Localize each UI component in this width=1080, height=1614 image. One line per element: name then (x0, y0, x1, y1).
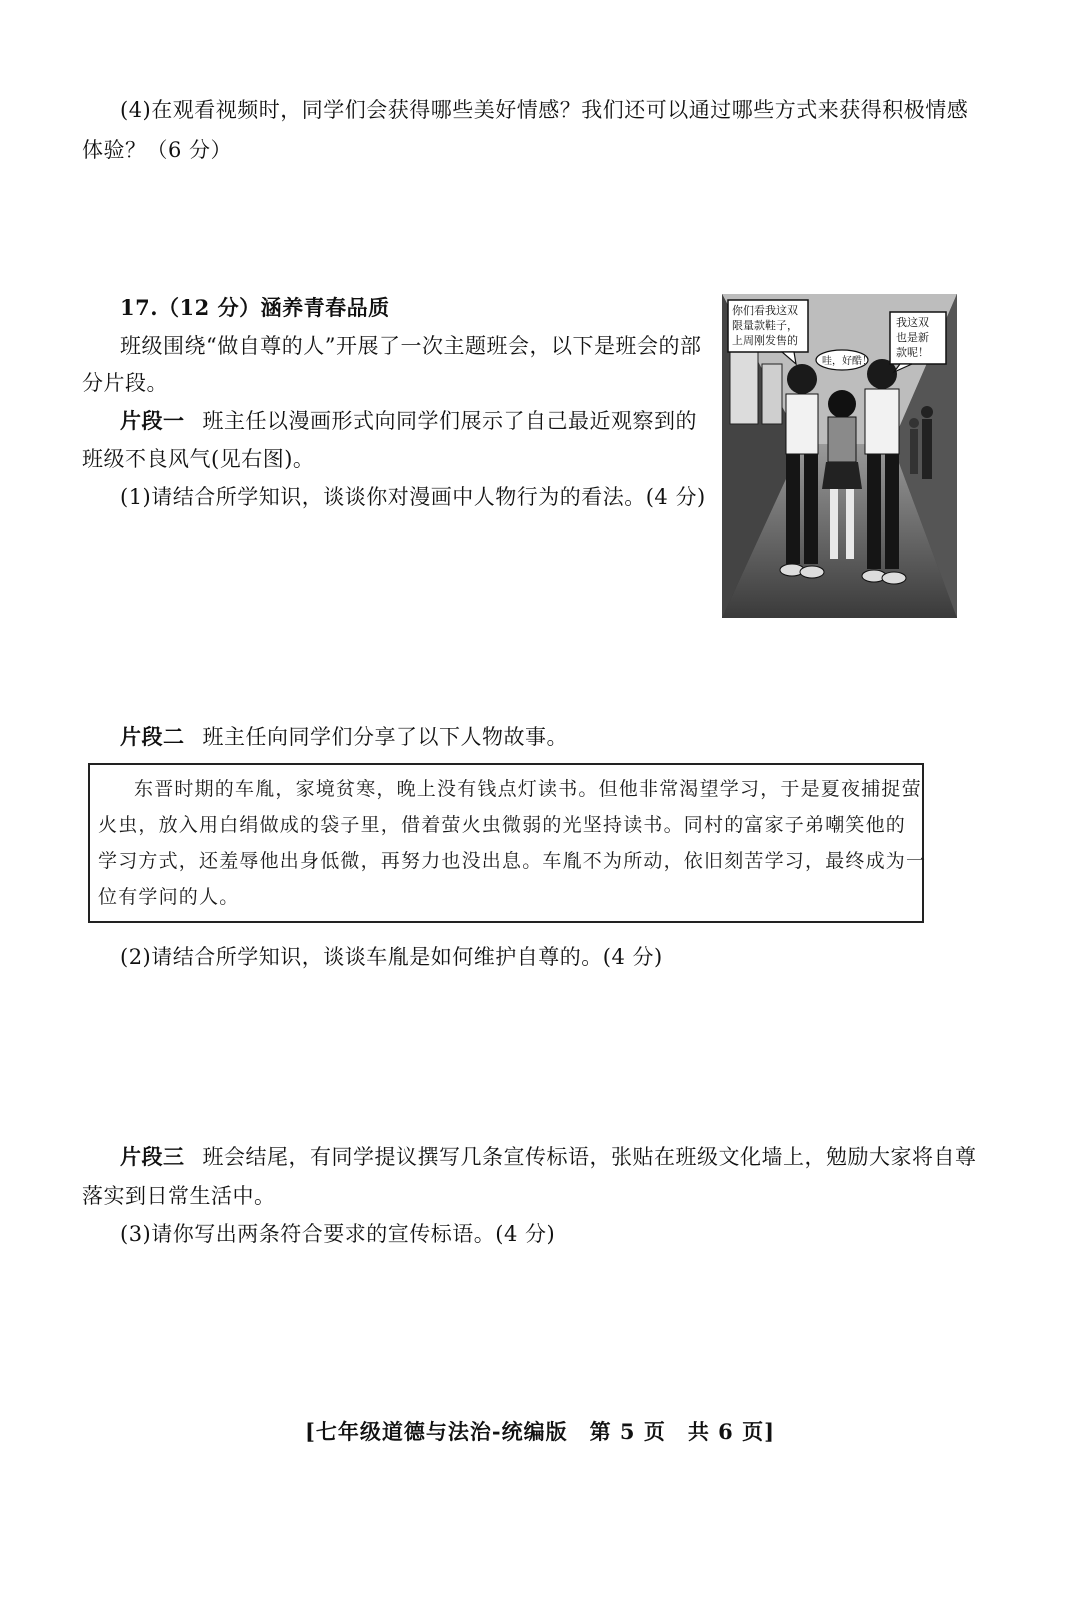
question-17-intro-line1: 班级围绕“做自尊的人”开展了一次主题班会，以下是班会的部 (120, 334, 702, 358)
question-16-4-line2: 体验？（6 分） (82, 138, 233, 162)
story-line-1: 东晋时期的车胤，家境贫寒，晚上没有钱点灯读书。但他非常渴望学习，于是夏夜捕捉萤 (134, 778, 922, 800)
segment-2-label: 片段二 (120, 724, 185, 749)
question-17-heading: 17.（12 分）涵养青春品质 (120, 295, 390, 320)
question-17-2: (2)请结合所学知识，谈谈车胤是如何维护自尊的。(4 分) (120, 945, 663, 969)
segment-1-line1 (120, 406, 697, 436)
question-17-3: (3)请你写出两条符合要求的宣传标语。(4 分) (120, 1222, 556, 1246)
comic-bubble-right-line3: 款呢！ (896, 346, 929, 359)
story-line-4: 位有学问的人。 (98, 886, 240, 908)
segment-3-text: 班会结尾，有同学提议撰写几条宣传标语，张贴在班级文化墙上，勉励大家将自尊 (202, 1145, 977, 1169)
comic-bubble-middle: 哇，好酷！ (822, 356, 872, 367)
segment-3-line2: 落实到日常生活中。 (82, 1184, 276, 1208)
comic-bubble-left-line2: 限量款鞋子， (732, 319, 798, 332)
segment-2-line (120, 722, 568, 752)
segment-1-label: 片段一 (120, 408, 185, 433)
segment-3-line1 (120, 1142, 977, 1172)
page-footer: [七年级道德与法治-统编版 第 5 页 共 6 页] (304, 1419, 776, 1444)
story-line-2: 火虫，放入用白绢做成的袋子里，借着萤火虫微弱的光坚持读书。同村的富家子弟嘲笑他的 (98, 814, 907, 836)
story-box (88, 763, 927, 923)
comic-illustration (722, 294, 957, 618)
question-16-4-line1: (4)在观看视频时，同学们会获得哪些美好情感？我们还可以通过哪些方式来获得积极情感 (120, 98, 969, 122)
story-line-3: 学习方式，还羞辱他出身低微，再努力也没出息。车胤不为所动，依旧刻苦学习，最终成为一 (98, 850, 927, 872)
comic-bubble-right-line1: 我这双 (896, 316, 929, 329)
question-17-1: (1)请结合所学知识，谈谈你对漫画中人物行为的看法。(4 分) (120, 485, 706, 509)
segment-1-text: 班主任以漫画形式向同学们展示了自己最近观察到的 (202, 409, 697, 433)
segment-2-text: 班主任向同学们分享了以下人物故事。 (202, 725, 568, 749)
segment-3-label: 片段三 (120, 1144, 185, 1169)
comic-bubble-left-line3: 上周刚发售的 (732, 334, 798, 347)
segment-1-line2: 班级不良风气(见右图)。 (82, 447, 315, 471)
comic-bubble-left-line1: 你们看我这双 (732, 304, 798, 317)
question-17-intro-line2: 分片段。 (82, 371, 168, 395)
comic-bubble-right-line2: 也是新 (896, 331, 929, 344)
